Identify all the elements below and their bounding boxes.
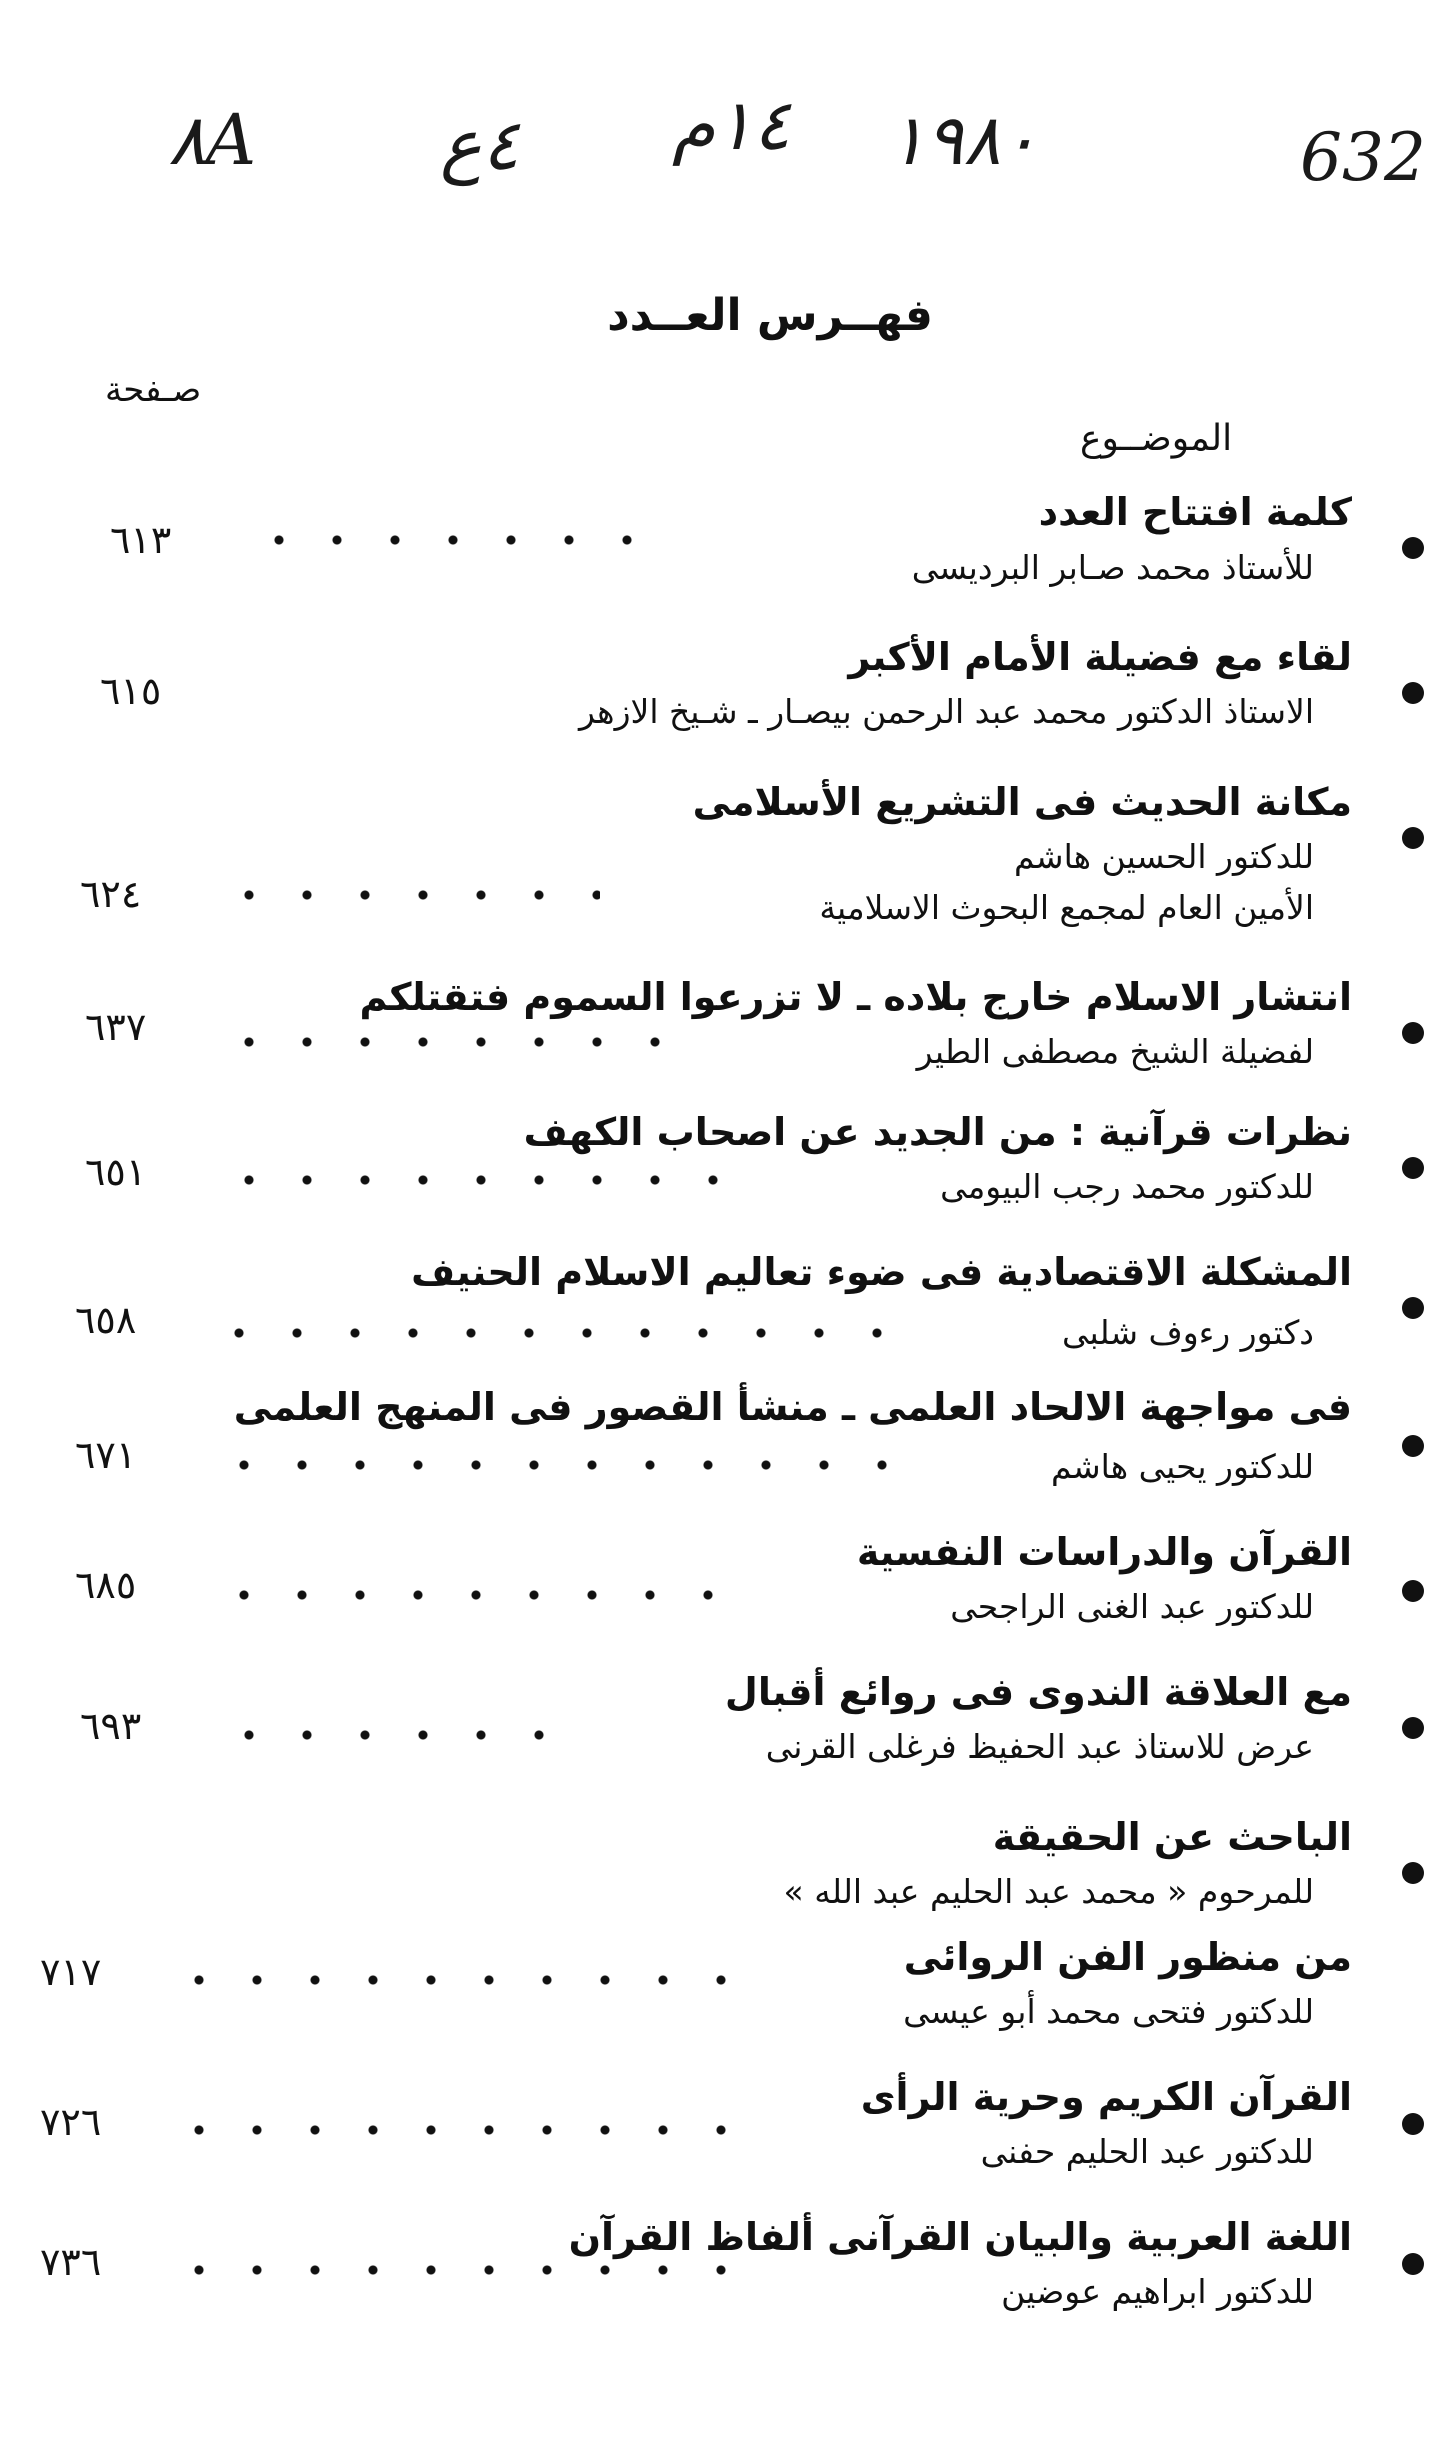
leader-dots — [215, 1460, 895, 1470]
bullet-icon — [1402, 1580, 1424, 1602]
handwritten-page-number: 632 — [1300, 119, 1426, 196]
entry-title: انتشار الاسلام خارج بلاده ـ لا تزرعوا السموم فتقتلكم — [359, 975, 1352, 1019]
entry-title: نظرات قرآنية : من الجديد عن اصحاب الكهف — [523, 1110, 1352, 1154]
entry-author: الاستاذ الدكتور محمد عبد الرحمن بيصـار ـ شـيخ الازهر — [578, 692, 1314, 731]
leader-dots — [250, 535, 650, 545]
entry-author: لفضيلة الشيخ مصطفى الطير — [916, 1032, 1314, 1071]
entry-title: القرآن والدراسات النفسية — [856, 1530, 1352, 1574]
bullet-icon — [1402, 1297, 1424, 1319]
page-column-header: صـفحة — [105, 370, 202, 410]
entry-author: للدكتور عبد الحليم حفنى — [980, 2132, 1314, 2171]
entry-title: من منظور الفن الروائى — [903, 1935, 1352, 1979]
leader-dots — [220, 890, 600, 900]
bullet-icon — [1402, 1157, 1424, 1179]
entry-title: كلمة افتتاح العدد — [1038, 490, 1352, 534]
entry-page-number: ٦١٣ — [110, 518, 172, 562]
entry-page-number: ٧٢٦ — [40, 2100, 102, 2144]
entry-author: للدكتور فتحى محمد أبو عيسى — [903, 1992, 1314, 2031]
entry-page-number: ٦٩٣ — [80, 1704, 142, 1748]
entry-page-number: ٦٨٥ — [75, 1563, 137, 1607]
entry-author: للدكتور عبد الغنى الراجحى — [950, 1587, 1314, 1626]
entry-page-number: ٦٣٧ — [85, 1005, 147, 1049]
bullet-icon — [1402, 537, 1424, 559]
bullet-icon — [1402, 1022, 1424, 1044]
bullet-icon — [1402, 2113, 1424, 2135]
entry-author: للمرحوم « محمد عبد الحليم عبد الله » — [783, 1872, 1314, 1911]
bullet-icon — [1402, 1717, 1424, 1739]
entry-title: فى مواجهة الالحاد العلمى ـ منشأ القصور فى المنهج العلمى — [233, 1385, 1352, 1429]
entry-title: مكانة الحديث فى التشريع الأسلامى — [692, 780, 1352, 824]
leader-dots — [170, 1975, 770, 1985]
entry-title: الباحث عن الحقيقة — [992, 1815, 1352, 1859]
entry-title: لقاء مع فضيلة الأمام الأكبر — [848, 635, 1352, 679]
entry-author: للدكتور الحسين هاشم — [1013, 837, 1314, 876]
bullet-icon — [1402, 1862, 1424, 1884]
entry-page-number: ٦١٥ — [100, 669, 162, 713]
entry-author: للدكتور محمد رجب البيومى — [940, 1167, 1314, 1206]
leader-dots — [215, 1590, 715, 1600]
topic-column-header: الموضــوع — [1080, 418, 1233, 459]
bullet-icon — [1402, 1435, 1424, 1457]
handwritten-note: ٤ع — [440, 104, 520, 186]
entry-page-number: ٧١٧ — [40, 1950, 102, 1994]
entry-page-number: ٦٧١ — [75, 1433, 137, 1477]
bullet-icon — [1402, 682, 1424, 704]
entry-author: للأستاذ محمد صـابر البرديسى — [911, 548, 1314, 587]
page-title: فهــرس العــدد — [607, 290, 933, 341]
leader-dots — [170, 2125, 770, 2135]
entry-affiliation: الأمين العام لمجمع البحوث الاسلامية — [819, 888, 1314, 927]
entry-author: دكتور رءوف شلبى — [1062, 1313, 1314, 1352]
entry-title: مع العلاقة الندوى فى روائع أقبال — [724, 1670, 1352, 1714]
entry-page-number: ٧٣٦ — [40, 2240, 102, 2284]
entry-page-number: ٦٢٤ — [80, 872, 142, 916]
bullet-icon — [1402, 2253, 1424, 2275]
entry-author: للدكتور ابراهيم عوضين — [1001, 2272, 1314, 2311]
leader-dots — [220, 1730, 560, 1740]
handwritten-note: ٨A — [168, 99, 257, 181]
entry-title: اللغة العربية والبيان القرآنى ألفاظ القرآن — [568, 2215, 1352, 2259]
entry-author: عرض للاستاذ عبد الحفيظ فرغلى القرنى — [765, 1727, 1314, 1766]
leader-dots — [220, 1037, 700, 1047]
handwritten-note: ١٤م — [672, 84, 791, 166]
entry-title: القرآن الكريم وحرية الرأى — [860, 2075, 1352, 2119]
leader-dots — [210, 1328, 890, 1338]
entry-title: المشكلة الاقتصادية فى ضوء تعاليم الاسلام الحنيف — [411, 1250, 1352, 1294]
handwritten-year: ١٩٨٠ — [888, 99, 1039, 181]
leader-dots — [170, 2265, 770, 2275]
entry-author: للدكتور يحيى هاشم — [1051, 1447, 1314, 1486]
entry-page-number: ٦٥٨ — [75, 1298, 137, 1342]
entry-page-number: ٦٥١ — [85, 1150, 147, 1194]
leader-dots — [220, 1175, 740, 1185]
bullet-icon — [1402, 827, 1424, 849]
